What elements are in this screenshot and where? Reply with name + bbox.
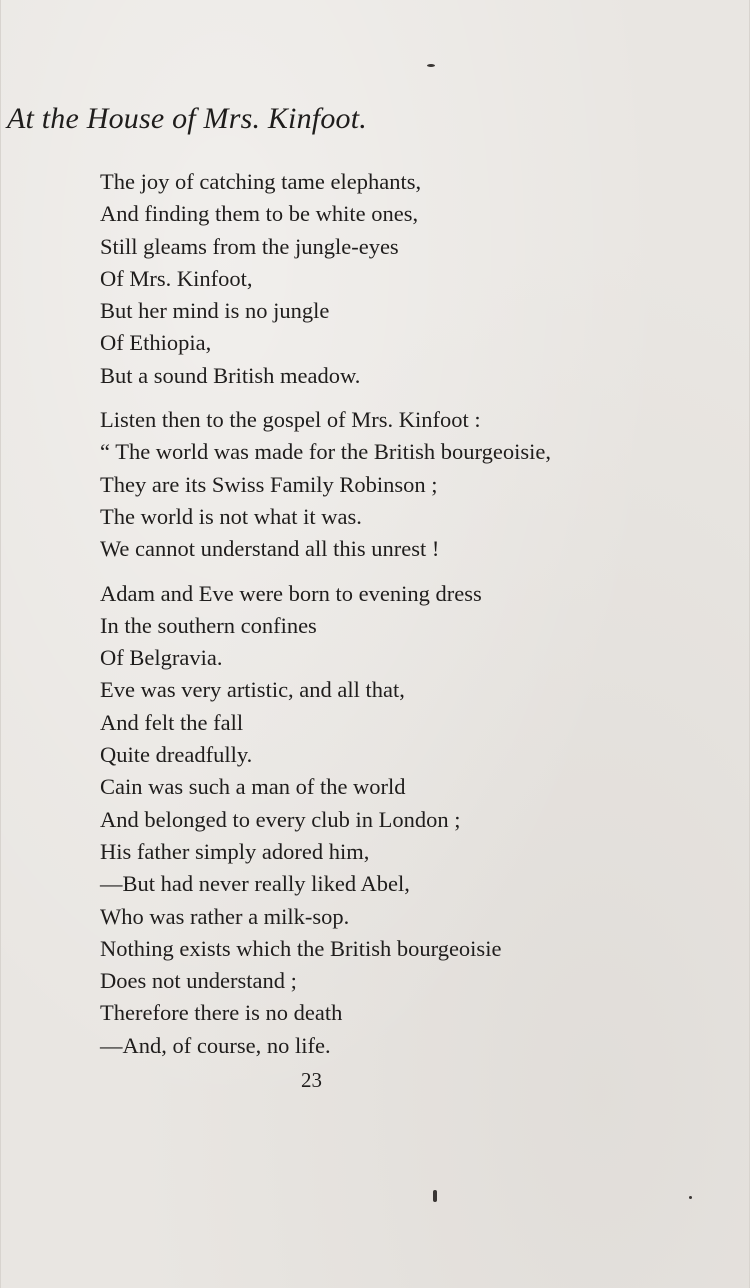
stanza-3: [100, 578, 720, 1062]
poem-line: “ The world was made for the British bourgeoisie,: [100, 439, 551, 465]
poem-line: Listen then to the gospel of Mrs. Kinfoot :: [100, 407, 481, 433]
poem-line: And felt the fall: [100, 709, 244, 735]
poem-line: Adam and Eve were born to evening dress: [100, 580, 482, 606]
poem-line: Does not understand ;: [100, 968, 297, 994]
poem-line: His father simply adored him,: [100, 838, 370, 864]
ink-speck: [433, 1190, 437, 1202]
poem-line: Nothing exists which the British bourgeoisie: [100, 935, 502, 961]
poem-line: Therefore there is no death: [100, 1000, 343, 1026]
ink-speck: [689, 1196, 692, 1199]
poem-line: But a sound British meadow.: [100, 362, 361, 388]
poem-line: The world is not what it was.: [100, 503, 362, 529]
stanza-2: [100, 404, 720, 565]
poem-line: Quite dreadfully.: [100, 742, 253, 768]
ink-speck: [427, 64, 435, 67]
poem-line: —But had never really liked Abel,: [100, 871, 410, 897]
poem-line: Still gleams from the jungle-eyes: [100, 233, 399, 259]
poem-title: At the House of Mrs. Kinfoot.: [7, 102, 367, 135]
poem-line: Of Mrs. Kinfoot,: [100, 265, 253, 291]
page-number: 23: [301, 1068, 322, 1092]
stanza-1: [100, 166, 720, 392]
poem-line: And finding them to be white ones,: [100, 201, 419, 227]
poem-line: But her mind is no jungle: [100, 298, 330, 324]
poem-line: They are its Swiss Family Robinson ;: [100, 471, 438, 497]
poem-line: Of Belgravia.: [100, 645, 223, 671]
poem-body: [100, 166, 720, 1074]
poem-line: The joy of catching tame elephants,: [100, 169, 422, 194]
poem-line: We cannot understand all this unrest !: [100, 536, 440, 562]
poem-line: In the southern confines: [100, 612, 317, 638]
poem-line: Cain was such a man of the world: [100, 774, 406, 800]
poem-line: Who was rather a milk-sop.: [100, 903, 350, 929]
poem-line: —And, of course, no life.: [100, 1032, 331, 1058]
poem-line: Eve was very artistic, and all that,: [100, 677, 405, 703]
poem-line: Of Ethiopia,: [100, 330, 212, 356]
poem-line: And belonged to every club in London ;: [100, 806, 461, 832]
